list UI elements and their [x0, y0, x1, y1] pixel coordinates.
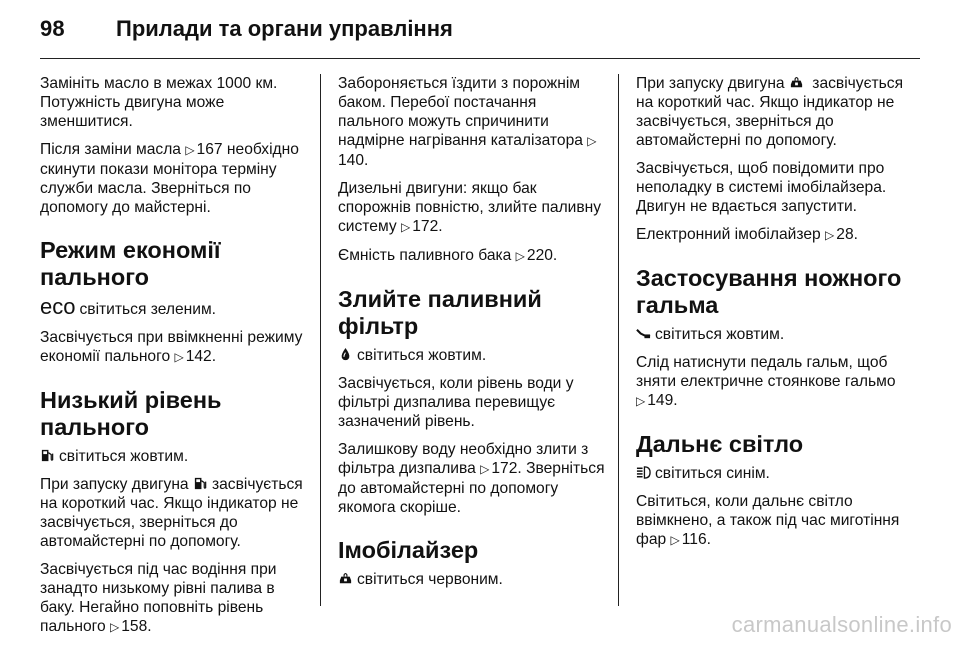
paragraph-text: Ємність паливного бака [338, 247, 512, 264]
indicator-status: світиться жовтим. [357, 347, 487, 364]
paragraph-text: При запуску двигуна [636, 75, 785, 92]
page-reference[interactable]: 149. [647, 392, 678, 409]
reference-arrow-icon: ▷ [480, 462, 490, 476]
paragraph: Засвічується, коли рівень води у фільтрі дизпалива перевищує зазначений рівень. [338, 375, 574, 430]
paragraph [40, 560, 308, 637]
reference-arrow-icon: ▷ [110, 620, 120, 634]
page-header [0, 0, 960, 62]
paragraph [338, 246, 606, 266]
paragraph-text: Дизельні двигуни: якщо бак спорожнів повністю, злийте паливну систему [338, 180, 602, 235]
brake-pedal-icon [636, 326, 651, 341]
reference-arrow-icon: ▷ [185, 143, 195, 157]
watermark: carmanualsonline.info [731, 612, 952, 637]
page-reference[interactable]: 140. [338, 152, 369, 169]
reference-arrow-icon: ▷ [636, 394, 646, 408]
paragraph-text: Світиться, коли дальнє світло ввімкнено, а також під час миготіння фар [636, 493, 900, 548]
fuel-pump-icon [193, 476, 208, 491]
page-reference[interactable]: 167 [196, 141, 223, 158]
paragraph [40, 475, 308, 551]
reference-arrow-icon: ▷ [825, 228, 835, 242]
paragraph [338, 179, 606, 237]
paragraph-text: Електронний імобілайзер [636, 226, 821, 243]
car-lock-icon [789, 75, 804, 90]
section-heading-eco-mode: Режим економії пального [40, 237, 221, 290]
paragraph-text: Після заміни масла [40, 141, 181, 158]
section-heading-foot-brake: Застосування ножного гальма [636, 265, 902, 318]
section-heading-fuel-filter: Злийте паливний фільтр [338, 286, 542, 339]
high-beam-icon [636, 465, 651, 480]
indicator-line [636, 325, 904, 344]
indicator-line [40, 294, 308, 319]
indicator-line [636, 464, 904, 483]
paragraph-text: необхідно скинути покази монітора терміну служби масла. Зверніться по допомогу до майстерні. [40, 141, 299, 216]
paragraph-text: Зверніться до автомайстерні по допомогу якомога скоріше. [338, 460, 605, 516]
paragraph [636, 353, 904, 411]
section-heading-immobilizer: Імобілайзер [338, 537, 479, 563]
reference-arrow-icon: ▷ [670, 533, 680, 547]
page-reference[interactable]: 28. [836, 226, 858, 243]
indicator-status: світиться жовтим. [59, 448, 189, 465]
paragraph [40, 328, 308, 367]
column-divider [320, 74, 321, 606]
page-reference[interactable]: 172. [491, 460, 522, 477]
column-2 [338, 74, 606, 598]
indicator-status: світиться зеленим. [79, 301, 216, 318]
paragraph-text: засвічується на короткий час. Якщо індикатор не засвічується, зверніться до автомайстерні по допомогу. [40, 476, 303, 550]
paragraph-text: Слід натиснути педаль гальм, щоб зняти електричне стоянкове гальмо [636, 354, 896, 390]
page-reference[interactable]: 220. [526, 247, 558, 264]
reference-arrow-icon: ▷ [400, 220, 411, 234]
paragraph: Замініть масло в межах 1000 км. Потужність двигуна може зменшитися. [40, 75, 278, 130]
water-drop-filter-icon [338, 347, 353, 362]
header-divider [40, 58, 920, 59]
paragraph-text: засвічується на короткий час. Якщо індикатор не засвічується, зверніться до автомайстерні по допомогу. [636, 75, 904, 149]
page-reference[interactable]: 172. [412, 218, 443, 235]
indicator-status: світиться жовтим. [655, 326, 785, 343]
paragraph-text: Забороняється їздити з порожнім баком. Перебої постачання пального можуть спричинити надмірне нагрівання каталізатора [338, 75, 583, 149]
reference-arrow-icon: ▷ [174, 350, 184, 364]
paragraph-text: При запуску двигуна [40, 476, 189, 493]
section-heading-high-beam: Дальнє світло [636, 431, 804, 457]
section-heading-low-fuel: Низький рівень пального [40, 387, 222, 440]
indicator-line [338, 570, 606, 589]
paragraph-text: Засвічується при ввімкненні режиму економії пального [40, 329, 303, 365]
column-3 [636, 74, 904, 559]
indicator-status: світиться синім. [655, 465, 770, 482]
eco-icon: eco [40, 294, 76, 319]
paragraph [338, 440, 606, 517]
paragraph [636, 225, 904, 245]
column-1 [40, 74, 308, 646]
page-reference[interactable]: 116. [681, 531, 711, 548]
page-title: Прилади та органи управління [116, 16, 453, 41]
paragraph [636, 492, 904, 550]
indicator-line [338, 346, 606, 365]
page-reference[interactable]: 158. [121, 618, 152, 635]
paragraph [636, 74, 904, 150]
page-number: 98 [40, 16, 65, 41]
paragraph-text: Засвічується під час водіння при занадто низькому рівні палива в баку. Негайно поповніть рівень пального [40, 561, 277, 635]
paragraph [338, 74, 606, 170]
paragraph-text: Залишкову воду необхідно злити з фільтра дизпалива [338, 441, 589, 477]
indicator-status: світиться червоним. [357, 571, 503, 588]
fuel-pump-icon [40, 448, 55, 463]
indicator-line [40, 447, 308, 466]
column-divider [618, 74, 619, 606]
reference-arrow-icon: ▷ [587, 134, 597, 148]
car-lock-icon [338, 571, 353, 586]
paragraph: Засвічується, щоб повідомити про неполадку в системі імобілайзера. Двигун не вдається запустити. [636, 160, 887, 215]
reference-arrow-icon: ▷ [515, 249, 525, 263]
paragraph [40, 140, 308, 217]
page-reference[interactable]: 142. [185, 348, 217, 365]
